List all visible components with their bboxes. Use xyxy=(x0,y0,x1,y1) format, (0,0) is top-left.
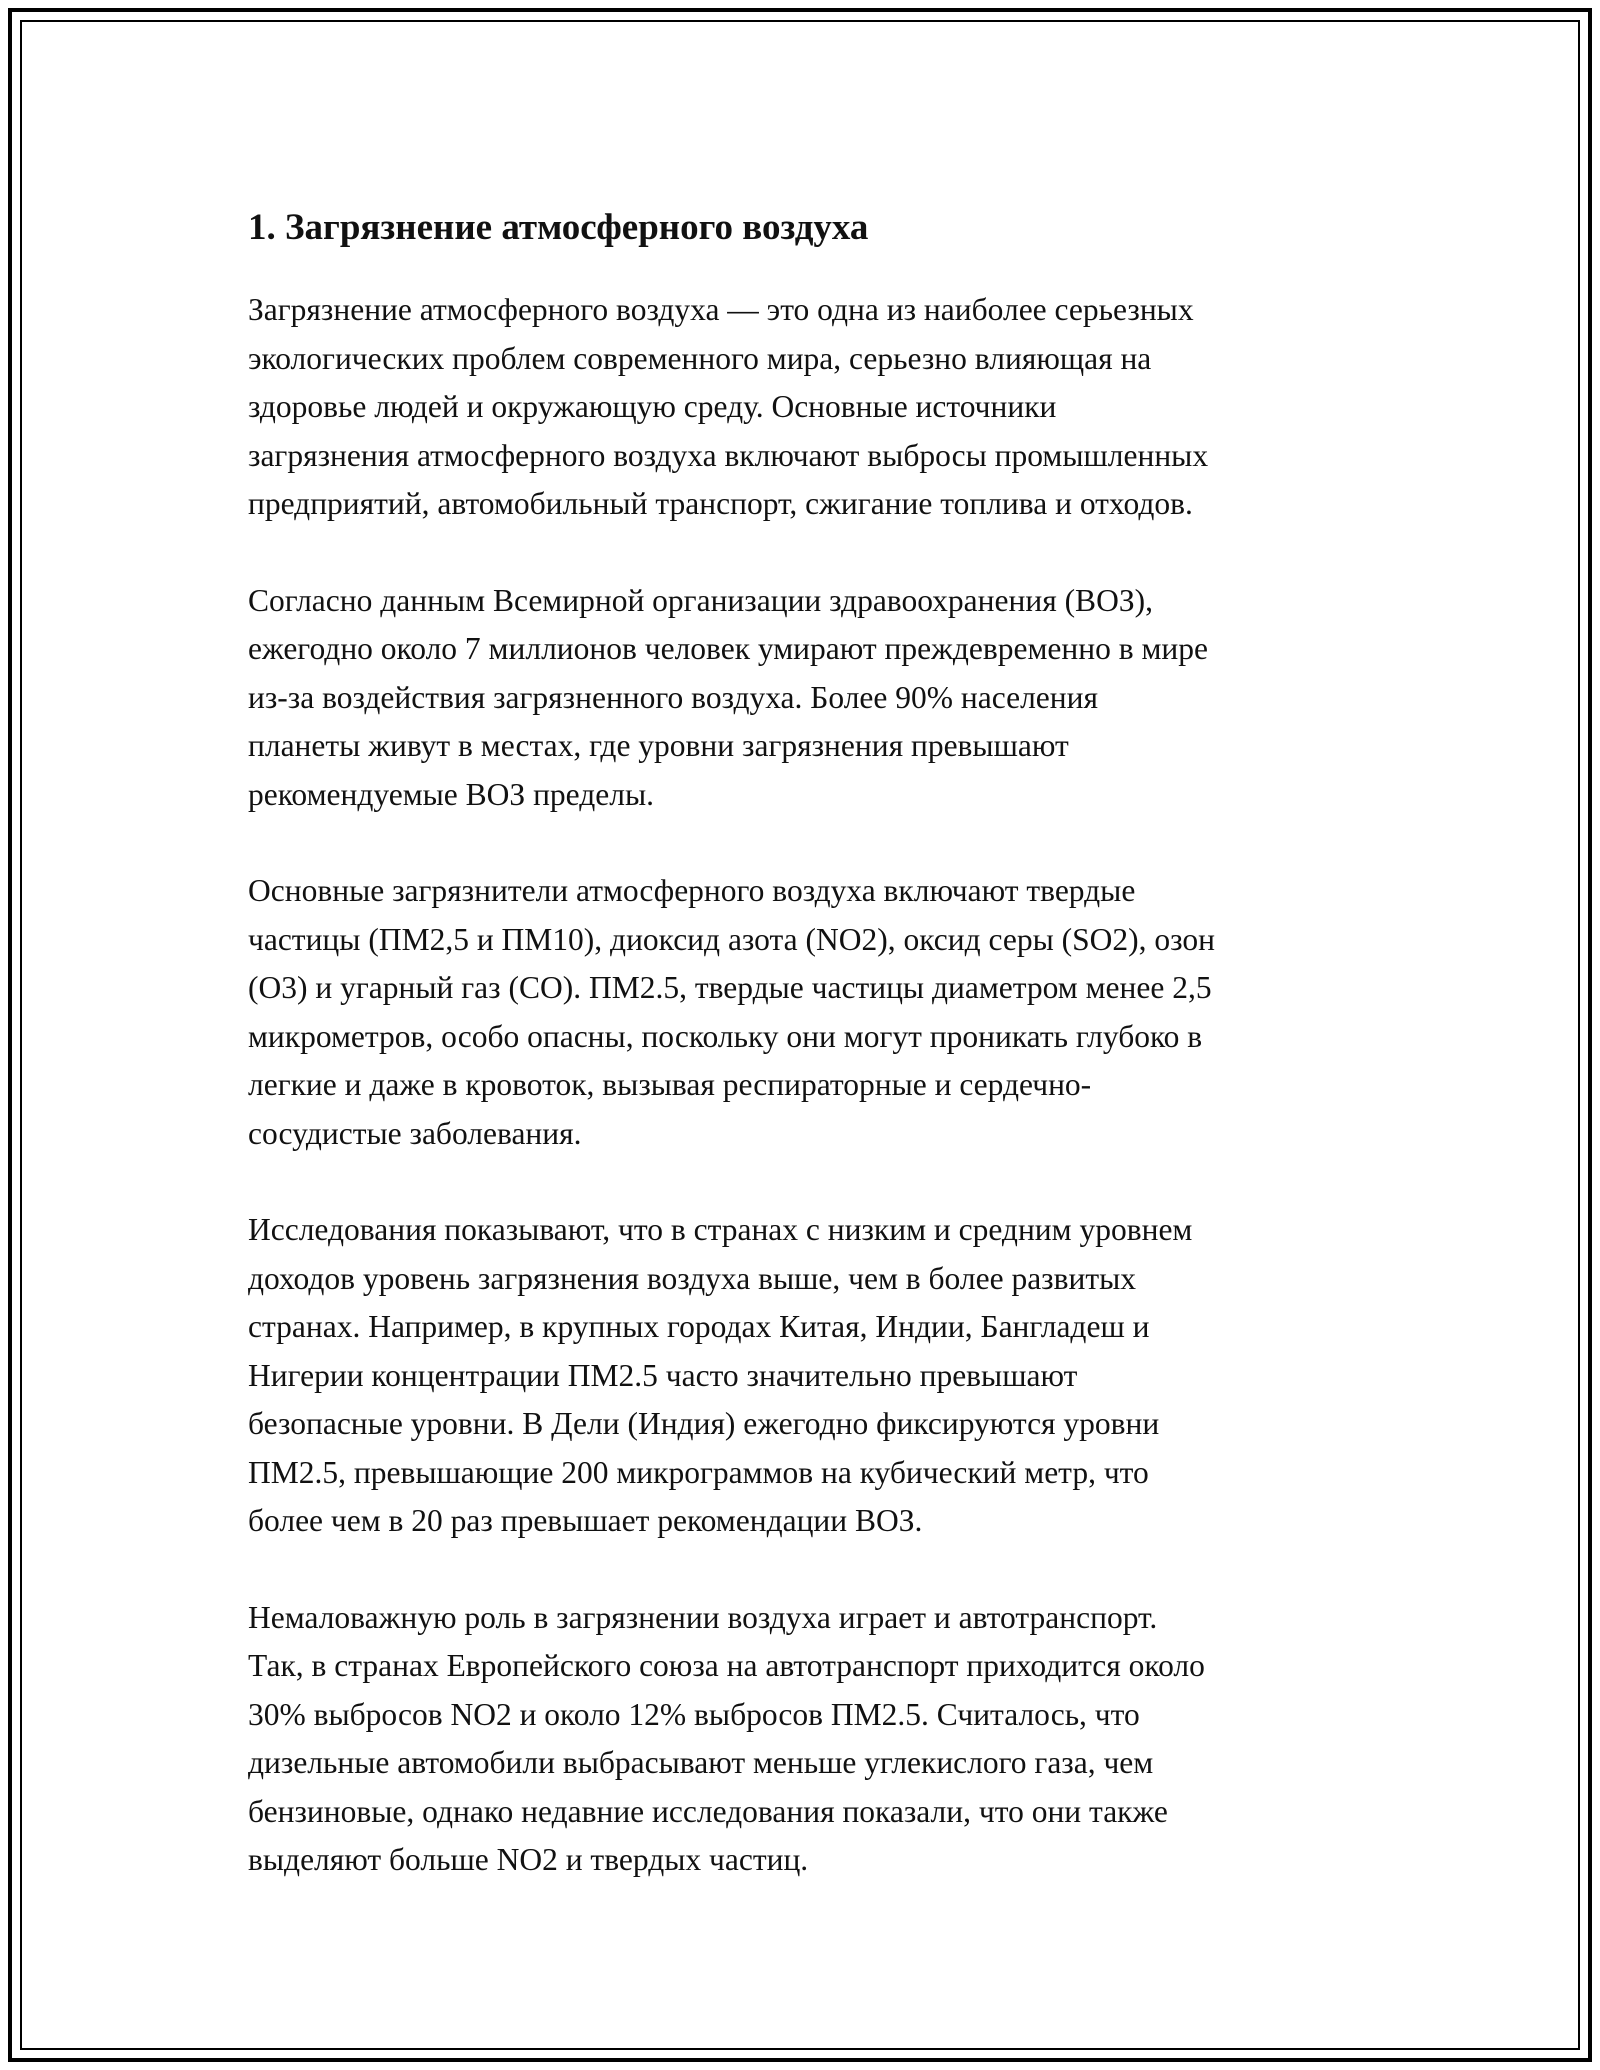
paragraph-1 xyxy=(248,286,1408,529)
paragraph-line: ежегодно около 7 миллионов человек умирают преждевременно в мире xyxy=(248,631,1208,666)
paragraph-4 xyxy=(248,1206,1408,1546)
paragraph-line: дизельные автомобили выбрасывают меньше углекислого газа, чем xyxy=(248,1745,1154,1780)
paragraph-line: экологических проблем современного мира, серьезно влияющая на xyxy=(248,340,1152,376)
paragraph-line: Основные загрязнители атмосферного воздуха включают твердые xyxy=(248,873,1136,908)
paragraph-line: здоровье людей и окружающую среду. Основные источники xyxy=(248,389,1057,424)
paragraph-line: загрязнения атмосферного воздуха включают выбросы промышленных xyxy=(248,437,1209,473)
paragraph-line: доходов уровень загрязнения воздуха выше, чем в более развитых xyxy=(248,1260,1137,1296)
document-body xyxy=(248,200,1408,1933)
paragraph-line: Загрязнение атмосферного воздуха — это одна из наиболее серьезных xyxy=(248,292,1194,327)
paragraph-line: ПМ2.5, превышающие 200 микрограммов на кубический метр, что xyxy=(248,1454,1149,1490)
paragraph-line: более чем в 20 раз превышает рекомендации ВОЗ. xyxy=(248,1503,923,1538)
paragraph-line: планеты живут в местах, где уровни загрязнения превышают xyxy=(248,728,1069,763)
paragraph-line: Исследования показывают, что в странах с низким и средним уровнем xyxy=(248,1212,1193,1247)
paragraph-line: частицы (ПМ2,5 и ПМ10), диоксид азота (NO2), оксид серы (SO2), озон xyxy=(248,921,1216,957)
section-heading: 1. Загрязнение атмосферного воздуха xyxy=(248,207,869,248)
paragraph-line: бензиновые, однако недавние исследования показали, что они также xyxy=(248,1793,1168,1829)
paragraph-line: Так, в странах Европейского союза на автотранспорт приходится около xyxy=(248,1648,1205,1683)
paragraph-2 xyxy=(248,577,1408,820)
paragraph-line: безопасные уровни. В Дели (Индия) ежегодно фиксируются уровни xyxy=(248,1406,1160,1441)
paragraph-line: (O3) и угарный газ (CO). ПМ2.5, твердые частицы диаметром менее 2,5 xyxy=(248,970,1212,1005)
paragraph-line: странах. Например, в крупных городах Китая, Индии, Бангладеш и xyxy=(248,1309,1150,1344)
paragraph-line: рекомендуемые ВОЗ пределы. xyxy=(248,776,655,812)
paragraph-line: Согласно данным Всемирной организации здравоохранения (ВОЗ), xyxy=(248,582,1153,618)
paragraph-line: выделяют больше NO2 и твердых частиц. xyxy=(248,1842,809,1877)
paragraph-line: легкие и даже в кровоток, вызывая респираторные и сердечно- xyxy=(248,1067,1092,1102)
paragraph-line: предприятий, автомобильный транспорт, сжигание топлива и отходов. xyxy=(248,486,1193,521)
page-border-frame xyxy=(8,8,1592,2062)
paragraph-line: микрометров, особо опасны, поскольку они могут проникать глубоко в xyxy=(248,1018,1203,1054)
paragraph-5 xyxy=(248,1594,1408,1885)
paragraph-line: Нигерии концентрации ПМ2.5 часто значительно превышают xyxy=(248,1357,1078,1393)
paragraph-line: Немаловажную роль в загрязнении воздуха играет и автотранспорт. xyxy=(248,1599,1158,1635)
paragraph-3 xyxy=(248,867,1408,1158)
paragraph-line: сосудистые заболевания. xyxy=(248,1115,582,1151)
paragraph-line: из-за воздействия загрязненного воздуха. Более 90% населения xyxy=(248,679,1098,715)
paragraph-line: 30% выбросов NO2 и около 12% выбросов ПМ2.5. Считалось, что xyxy=(248,1696,1140,1732)
